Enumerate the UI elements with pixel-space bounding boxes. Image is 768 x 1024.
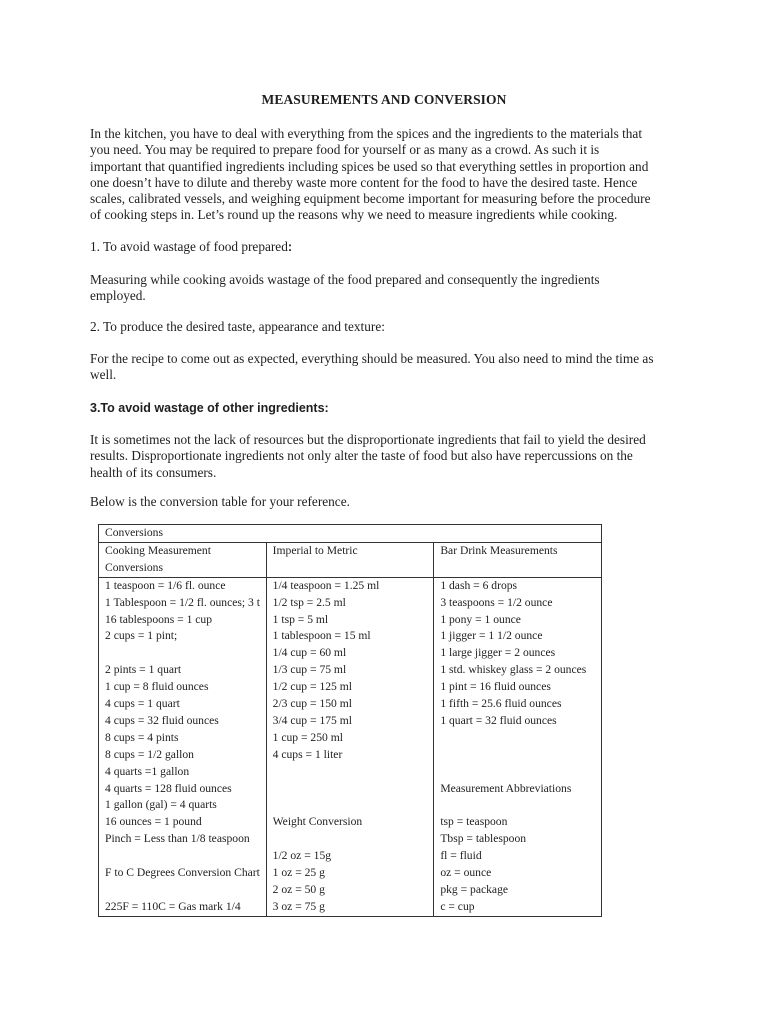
table-cell-line (273, 764, 430, 781)
table-cell-line: 2 cups = 1 pint; (105, 629, 178, 643)
reason-2-line: For the recipe to come out as expected, everything should be measured. You also need to mind the time as (90, 351, 654, 366)
table-caption: Conversions (99, 525, 602, 543)
table-cell-line: 3 oz = 75 g (272, 899, 325, 913)
table-cell-line: 8 cups = 4 pints (105, 730, 179, 744)
table-cell-line: fl = fluid (440, 849, 482, 863)
table-cell-line: 1 dash = 6 drops (440, 578, 518, 592)
table-cell-line (440, 747, 597, 764)
table-cell-line: 1/4 teaspoon = 1.25 ml (272, 578, 380, 592)
reason-3-line: results. Disproportionate ingredients not only alter the taste of food but also have repercussions on the (90, 448, 633, 464)
reason-3-line: health of its consumers. (90, 464, 217, 480)
header-line: Conversions (105, 560, 163, 574)
table-cell-line: 4 cups = 1 liter (272, 747, 343, 761)
table-cell-line (105, 645, 262, 662)
table-intro: Below is the conversion table for your reference. (90, 494, 350, 509)
table-cell-line: 16 tablespoons = 1 cup (105, 612, 213, 626)
table-cell-line: 8 cups = 1/2 gallon (105, 747, 194, 761)
header-bar-drink (434, 542, 602, 577)
table-cell-line (105, 848, 262, 865)
header-line: Cooking Measurement (105, 543, 211, 557)
table-cell-line (440, 764, 597, 781)
reason-3-heading: 3.To avoid wastage of other ingredients: (90, 401, 329, 415)
table-cell-line (273, 797, 430, 814)
table-cell-line: 225F = 110C = Gas mark 1/4 (105, 899, 241, 913)
table-cell-line: 1 jigger = 1 1/2 ounce (440, 629, 543, 643)
intro-line: scales, calibrated vessels, and weighing equipment become important for measuring before the procedure (90, 191, 651, 207)
table-cell-line: Measurement Abbreviations (440, 781, 572, 795)
intro-line: you need. You may be required to prepare food for yourself or as many as a crowd. As such it is (90, 142, 600, 158)
table-cell-line: 2 pints = 1 quart (105, 663, 182, 677)
table-cell-line: F to C Degrees Conversion Chart (105, 866, 260, 880)
table-cell-line: 1 cup = 250 ml (272, 730, 343, 744)
reason-2-body (90, 351, 680, 384)
table-cell-line: 1 fifth = 25.6 fluid ounces (440, 697, 562, 711)
table-cell-line: 1 Tablespoon = 1/2 fl. ounces; 3 t (105, 595, 260, 609)
table-caption-row (99, 525, 602, 543)
table-body-row (99, 577, 602, 916)
header-imperial-to-metric (266, 542, 434, 577)
table-cell-line: 4 cups = 32 fluid ounces (105, 713, 219, 727)
intro-line: In the kitchen, you have to deal with everything from the spices and the ingredients to the materials that (90, 126, 643, 141)
reason-3-body (90, 432, 680, 481)
table-cell-line: 4 cups = 1 quart (105, 697, 180, 711)
table-cell-line: 1 quart = 32 fluid ounces (440, 713, 557, 727)
reason-1-body (90, 272, 680, 305)
table-cell-line: 1/3 cup = 75 ml (272, 663, 347, 677)
reason-1-heading-text: 1. To avoid wastage of food prepared (90, 239, 288, 254)
table-cell-line: 1 tsp = 5 ml (272, 612, 329, 626)
table-cell-line: 4 quarts =1 gallon (105, 764, 190, 778)
intro-paragraph (90, 126, 680, 224)
table-cell-line: 3/4 cup = 175 ml (272, 713, 352, 727)
column-imperial-to-metric (266, 577, 434, 916)
table-cell-line: 1 cup = 8 fluid ounces (105, 680, 209, 694)
table-cell-line: 1 std. whiskey glass = 2 ounces (440, 663, 587, 677)
reason-1-heading (90, 239, 680, 255)
table-cell-line: Tbsp = tablespoon (440, 832, 527, 846)
reason-3-line: It is sometimes not the lack of resources but the disproportionate ingredients that fail to yield the desired (90, 432, 646, 447)
intro-line: one doesn’t have to dilute and thereby waste more content for the food to have the desired taste. Hence (90, 174, 638, 190)
reason-2-heading: 2. To produce the desired taste, appearance and texture: (90, 319, 385, 334)
table-cell-line (105, 882, 262, 899)
table-cell-line: Pinch = Less than 1/8 teaspoon (105, 832, 250, 846)
table-cell-line: c = cup (440, 899, 475, 913)
table-cell-line: 1/2 oz = 15g (272, 849, 332, 863)
header-line: Bar Drink Measurements (440, 543, 558, 557)
column-bar-drink (434, 577, 602, 916)
table-cell-line: pkg = package (440, 882, 509, 896)
table-cell-line: 16 ounces = 1 pound (105, 815, 202, 829)
table-cell-line: 2/3 cup = 150 ml (272, 697, 352, 711)
table-cell-line: 1 teaspoon = 1/6 fl. ounce (105, 578, 226, 592)
intro-line: important that quantified ingredients including spices be used so that everything settles in proportion and (90, 158, 649, 174)
table-cell-line: 4 quarts = 128 fluid ounces (105, 781, 232, 795)
table-cell-line: Weight Conversion (272, 815, 363, 829)
reason-1-heading-colon: : (287, 240, 293, 254)
page-title: MEASUREMENTS AND CONVERSION (261, 92, 507, 107)
conversion-table (98, 524, 602, 917)
table-cell-line (440, 730, 597, 747)
table-cell-line: 1 pint = 16 fluid ounces (440, 680, 551, 694)
table-cell-line: 1 tablespoon = 15 ml (272, 629, 371, 643)
reason-1-line: employed. (90, 288, 146, 304)
table-header-row (99, 542, 602, 577)
header-line: Imperial to Metric (272, 543, 358, 557)
table-cell-line: 1/2 cup = 125 ml (272, 680, 352, 694)
table-cell-line: 1 gallon (gal) = 4 quarts (105, 798, 217, 812)
table-cell-line (273, 831, 430, 848)
column-cooking-measurement (99, 577, 267, 916)
table-cell-line: 3 teaspoons = 1/2 ounce (440, 595, 553, 609)
table-cell-line: 1/2 tsp = 2.5 ml (272, 595, 346, 609)
table-cell-line: 1/4 cup = 60 ml (272, 646, 347, 660)
table-cell-line: 1 pony = 1 ounce (440, 612, 521, 626)
table-cell-line: tsp = teaspoon (440, 815, 508, 829)
reason-1-line: Measuring while cooking avoids wastage of the food prepared and consequently the ingredients (90, 272, 600, 287)
table-cell-line: 2 oz = 50 g (272, 882, 325, 896)
reason-2-line: well. (90, 367, 117, 383)
table-cell-line (273, 781, 430, 798)
table-cell-line: oz = ounce (440, 866, 492, 880)
table-cell-line: 1 large jigger = 2 ounces (440, 646, 556, 660)
table-cell-line (440, 797, 597, 814)
table-cell-line: 1 oz = 25 g (272, 866, 325, 880)
intro-line: of cooking steps in. Let’s round up the reasons why we need to measure ingredients while cooking. (90, 207, 618, 223)
header-cooking-measurement (99, 542, 267, 577)
